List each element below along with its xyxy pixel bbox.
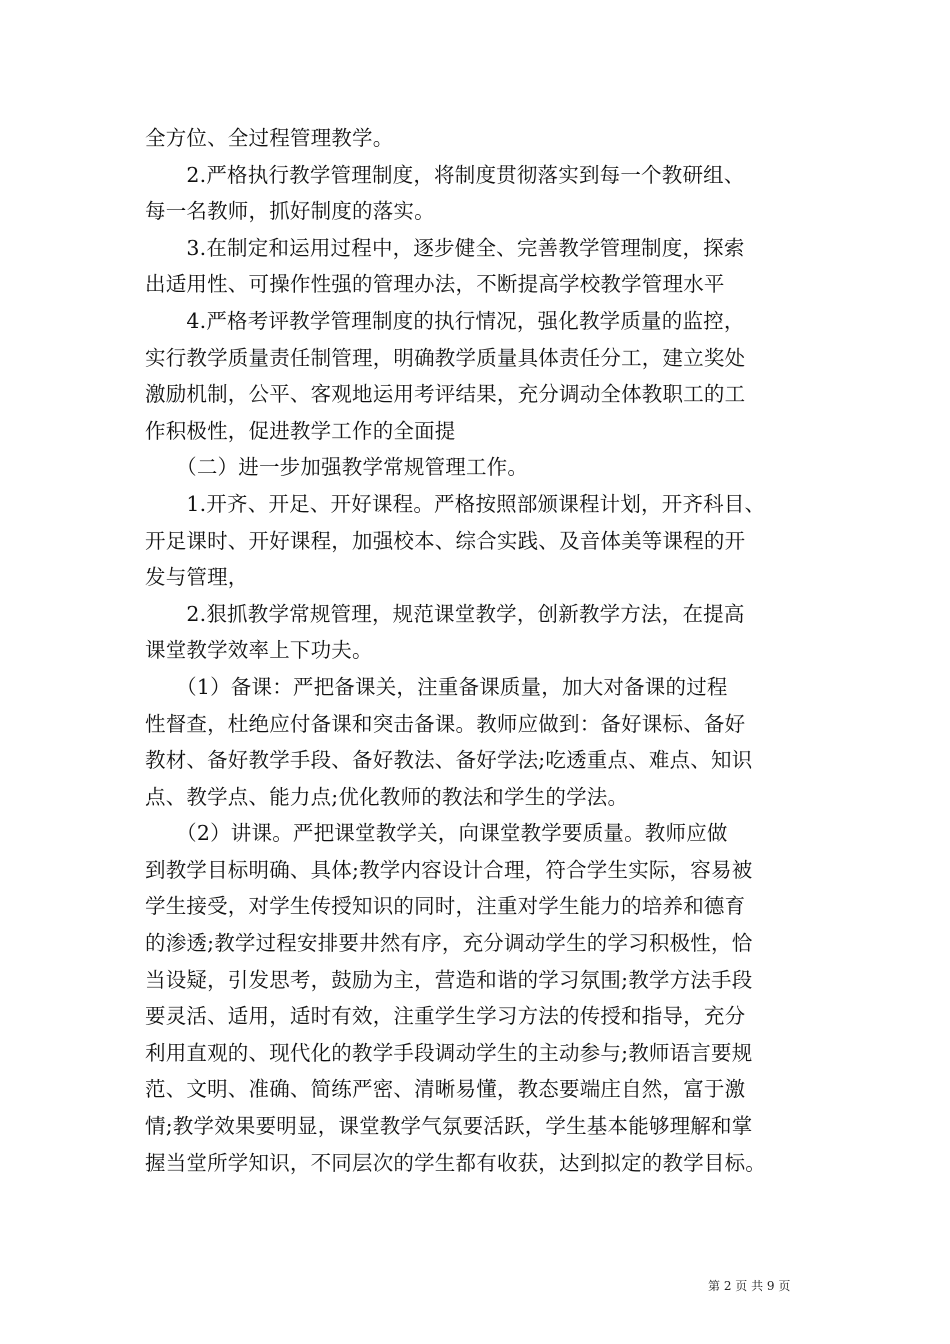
text-line: 课堂教学效率上下功夫。 xyxy=(145,638,373,663)
text-line: 的渗透;教学过程安排要井然有序，充分调动学生的学习积极性，恰 xyxy=(145,931,753,956)
text-line: 握当堂所学知识，不同层次的学生都有收获，达到拟定的教学目标。 xyxy=(145,1150,766,1175)
text-line: 情;教学效果要明显，课堂教学气氛要活跃，学生基本能够理解和掌 xyxy=(145,1114,753,1139)
text-line: 4.严格考评教学管理制度的执行情况，强化教学质量的监控， xyxy=(145,308,745,333)
text-line: 出适用性、可操作性强的管理办法，不断提高学校教学管理水平 xyxy=(145,272,725,297)
text-line: 激励机制，公平、客观地运用考评结果，充分调动全体教职工的工 xyxy=(145,382,746,407)
text-line: 利用直观的、现代化的教学手段调动学生的主动参与;教师语言要规 xyxy=(145,1040,753,1065)
text-line: 作积极性，促进教学工作的全面提 xyxy=(145,418,456,443)
text-line: 实行教学质量责任制管理，明确教学质量具体责任分工，建立奖处 xyxy=(145,345,746,370)
text-line: 要灵活、适用，适时有效，注重学生学习方法的传授和指导，充分 xyxy=(145,1004,746,1029)
text-line: 范、文明、准确、简练严密、清晰易懂，教态要端庄自然，富于激 xyxy=(145,1077,746,1102)
text-line: 2.严格执行教学管理制度，将制度贯彻落实到每一个教研组、 xyxy=(145,162,745,187)
text-line: 教材、备好教学手段、备好教法、备好学法;吃透重点、难点、知识 xyxy=(145,748,753,773)
text-line: 全方位、全过程管理教学。 xyxy=(145,126,394,150)
section-heading: （二）进一步加强教学常规管理工作。 xyxy=(145,455,529,480)
text-line: 点、教学点、能力点;优化教师的教法和学生的学法。 xyxy=(145,784,629,809)
text-line: 1.开齐、开足、开好课程。严格按照部颁课程计划，开齐科目、 xyxy=(145,491,766,516)
text-line: （2）讲课。严把课堂教学关，向课堂教学要质量。教师应做 xyxy=(145,821,728,846)
text-line: 2.狠抓教学常规管理，规范课堂教学，创新教学方法，在提高 xyxy=(145,601,745,626)
text-line: 性督查，杜绝应付备课和突击备课。教师应做到：备好课标、备好 xyxy=(145,711,746,736)
page-number: 第 2 页 共 9 页 xyxy=(708,1279,791,1293)
document-body xyxy=(145,120,810,1181)
text-line: （1）备课：严把备课关，注重备课质量，加大对备课的过程 xyxy=(145,674,728,699)
text-line: 到教学目标明确、具体;教学内容设计合理，符合学生实际，容易被 xyxy=(145,857,753,882)
text-line: 3.在制定和运用过程中，逐步健全、完善教学管理制度，探索 xyxy=(145,235,745,260)
text-line: 发与管理， xyxy=(145,565,249,590)
text-line: 开足课时、开好课程，加强校本、综合实践、及音体美等课程的开 xyxy=(145,528,746,553)
text-line: 每一名教师，抓好制度的落实。 xyxy=(145,199,435,224)
text-line: 学生接受，对学生传授知识的同时，注重对学生能力的培养和德育 xyxy=(145,894,746,919)
text-line: 当设疑，引发思考，鼓励为主，营造和谐的学习氛围;教学方法手段 xyxy=(145,967,753,992)
